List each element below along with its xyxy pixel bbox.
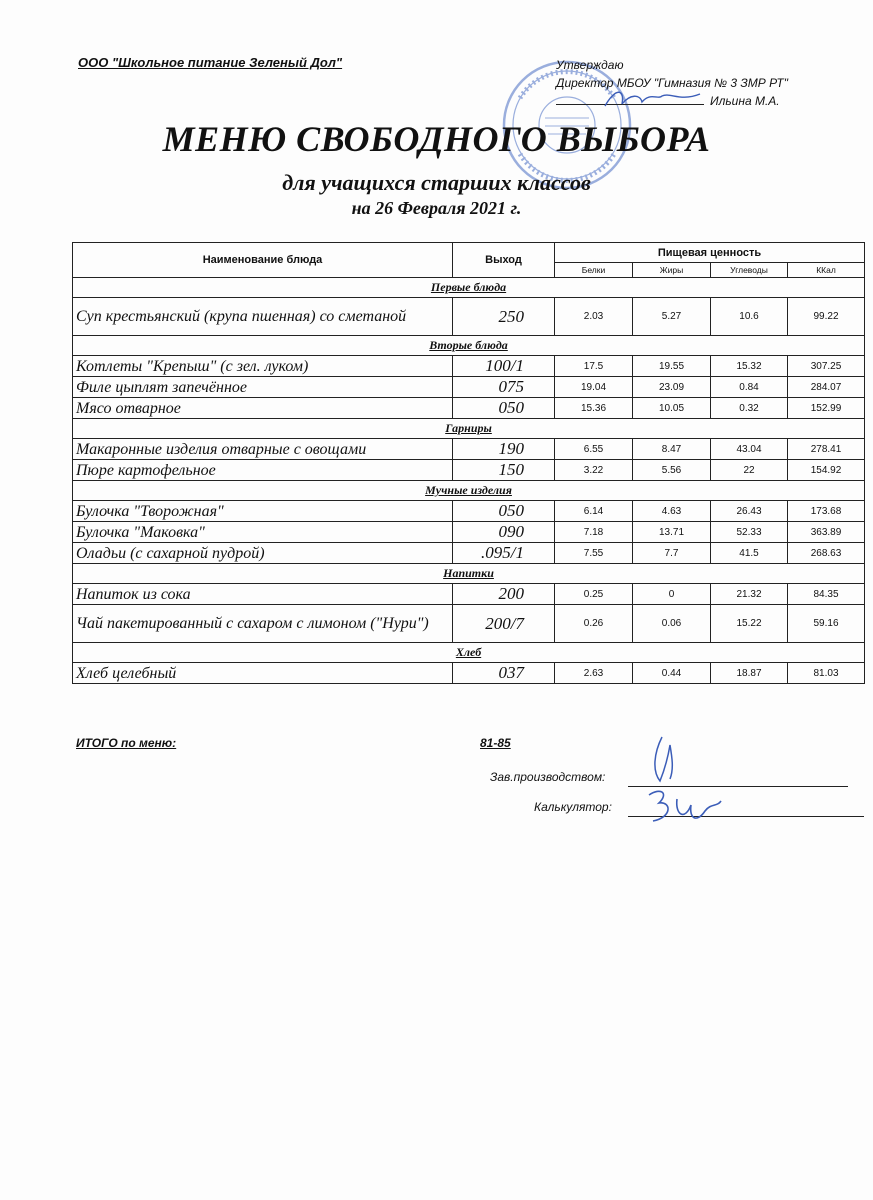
dish-row: [73, 439, 865, 460]
dish-protein: 2.03: [555, 298, 633, 336]
dish-carbs: 15.22: [711, 605, 788, 643]
page-subtitle: для учащихся старших классов: [282, 170, 591, 195]
dish-fat: 7.7: [633, 543, 711, 564]
category-row: [73, 278, 865, 298]
dish-name: Чай пакетированный с сахаром с лимоном ("Нури"): [73, 605, 453, 643]
dish-name: Хлеб целебный: [73, 663, 453, 684]
category-row: [73, 481, 865, 501]
dish-carbs: 26.43: [711, 501, 788, 522]
dish-protein: 19.04: [555, 377, 633, 398]
dish-kcal: 278.41: [788, 439, 865, 460]
total-value: 81-85: [480, 736, 511, 750]
dish-kcal: 268.63: [788, 543, 865, 564]
dish-yield: 075: [453, 377, 555, 398]
dish-yield: .095/1: [453, 543, 555, 564]
dish-yield: 250: [453, 298, 555, 336]
column-header-nutrition: Пищевая ценность: [555, 243, 865, 263]
dish-row: [73, 356, 865, 377]
column-header-fat: Жиры: [633, 263, 711, 278]
dish-name: Котлеты "Крепыш" (с зел. луком): [73, 356, 453, 377]
dish-kcal: 154.92: [788, 460, 865, 481]
manager-label: Зав.производством:: [490, 770, 606, 784]
dish-protein: 17.5: [555, 356, 633, 377]
dish-kcal: 284.07: [788, 377, 865, 398]
dish-protein: 6.14: [555, 501, 633, 522]
dish-kcal: 307.25: [788, 356, 865, 377]
dish-row: [73, 584, 865, 605]
dish-yield: 100/1: [453, 356, 555, 377]
dish-carbs: 21.32: [711, 584, 788, 605]
dish-yield: 190: [453, 439, 555, 460]
dish-row: [73, 460, 865, 481]
menu-date: на 26 Февраля 2021 г.: [351, 198, 522, 218]
dish-yield: 050: [453, 398, 555, 419]
dish-carbs: 0.32: [711, 398, 788, 419]
dish-carbs: 0.84: [711, 377, 788, 398]
dish-name: Оладьи (с сахарной пудрой): [73, 543, 453, 564]
dish-protein: 2.63: [555, 663, 633, 684]
dish-yield: 050: [453, 501, 555, 522]
category-row: [73, 643, 865, 663]
dish-fat: 5.27: [633, 298, 711, 336]
category-label: Хлеб: [73, 643, 865, 663]
category-row: [73, 419, 865, 439]
dish-kcal: 152.99: [788, 398, 865, 419]
dish-carbs: 18.87: [711, 663, 788, 684]
approval-block: [556, 56, 788, 110]
signature-line: [556, 94, 704, 105]
dish-fat: 0: [633, 584, 711, 605]
dish-kcal: 84.35: [788, 584, 865, 605]
dish-name: Мясо отварное: [73, 398, 453, 419]
dish-yield: 090: [453, 522, 555, 543]
dish-name: Макаронные изделия отварные с овощами: [73, 439, 453, 460]
category-label: Мучные изделия: [73, 481, 865, 501]
dish-kcal: 173.68: [788, 501, 865, 522]
column-header-carbs: Углеводы: [711, 263, 788, 278]
dish-protein: 0.26: [555, 605, 633, 643]
approval-name: Ильина М.А.: [710, 94, 780, 108]
dish-carbs: 41.5: [711, 543, 788, 564]
dish-kcal: 59.16: [788, 605, 865, 643]
dish-row: [73, 298, 865, 336]
column-header-name: Наименование блюда: [73, 243, 453, 278]
category-label: Напитки: [73, 564, 865, 584]
dish-fat: 8.47: [633, 439, 711, 460]
dish-row: [73, 501, 865, 522]
dish-protein: 3.22: [555, 460, 633, 481]
dish-kcal: 81.03: [788, 663, 865, 684]
approval-signature-row: [556, 92, 788, 110]
calculator-label: Калькулятор:: [534, 800, 612, 814]
category-row: [73, 336, 865, 356]
dish-name: Булочка "Творожная": [73, 501, 453, 522]
dish-fat: 10.05: [633, 398, 711, 419]
dish-row: [73, 543, 865, 564]
calculator-sign-row: [534, 800, 864, 820]
dish-fat: 23.09: [633, 377, 711, 398]
dish-protein: 15.36: [555, 398, 633, 419]
dish-row: [73, 605, 865, 643]
organization-name: ООО "Школьное питание Зеленый Дол": [78, 55, 343, 70]
dish-row: [73, 377, 865, 398]
dish-yield: 200/7: [453, 605, 555, 643]
approval-position: Директор МБОУ "Гимназия № 3 ЗМР РТ": [556, 76, 789, 90]
manager-signature-line: [628, 786, 848, 787]
approval-label: Утверждаю: [556, 58, 624, 72]
dish-fat: 13.71: [633, 522, 711, 543]
dish-row: [73, 663, 865, 684]
dish-name: Филе цыплят запечённое: [73, 377, 453, 398]
dish-row: [73, 398, 865, 419]
category-label: Гарниры: [73, 419, 865, 439]
dish-name: Напиток из сока: [73, 584, 453, 605]
dish-name: Пюре картофельное: [73, 460, 453, 481]
category-label: Первые блюда: [73, 278, 865, 298]
dish-carbs: 43.04: [711, 439, 788, 460]
dish-protein: 7.18: [555, 522, 633, 543]
calculator-signature-line: [628, 816, 864, 817]
dish-carbs: 10.6: [711, 298, 788, 336]
dish-yield: 200: [453, 584, 555, 605]
dish-carbs: 22: [711, 460, 788, 481]
dish-kcal: 363.89: [788, 522, 865, 543]
column-header-kcal: ККал: [788, 263, 865, 278]
column-header-yield: Выход: [453, 243, 555, 278]
dish-protein: 7.55: [555, 543, 633, 564]
dish-protein: 0.25: [555, 584, 633, 605]
dish-row: [73, 522, 865, 543]
category-label: Вторые блюда: [73, 336, 865, 356]
dish-name: Булочка "Маковка": [73, 522, 453, 543]
page-title: МЕНЮ СВОБОДНОГО ВЫБОРА: [162, 119, 711, 159]
manager-sign-row: [490, 770, 850, 790]
dish-carbs: 52.33: [711, 522, 788, 543]
dish-yield: 037: [453, 663, 555, 684]
dish-yield: 150: [453, 460, 555, 481]
dish-fat: 0.44: [633, 663, 711, 684]
dish-fat: 5.56: [633, 460, 711, 481]
dish-fat: 0.06: [633, 605, 711, 643]
dish-protein: 6.55: [555, 439, 633, 460]
dish-carbs: 15.32: [711, 356, 788, 377]
dish-fat: 19.55: [633, 356, 711, 377]
dish-kcal: 99.22: [788, 298, 865, 336]
dish-fat: 4.63: [633, 501, 711, 522]
column-header-protein: Белки: [555, 263, 633, 278]
category-row: [73, 564, 865, 584]
dish-name: Суп крестьянский (крупа пшенная) со сметаной: [73, 298, 453, 336]
total-label: ИТОГО по меню:: [76, 736, 177, 750]
menu-table: [72, 242, 865, 684]
